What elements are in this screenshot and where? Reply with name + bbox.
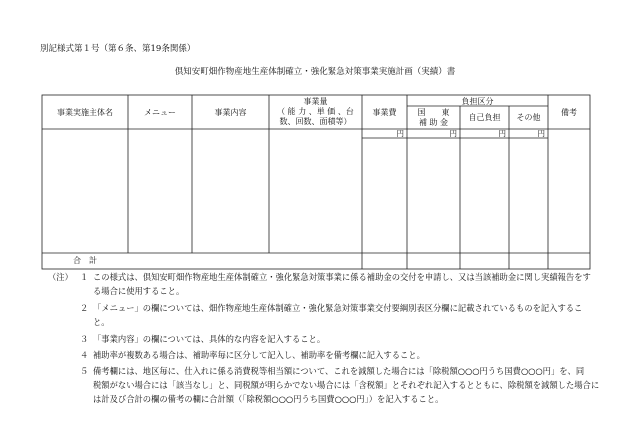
header-volume-line1: 事業量 — [303, 97, 328, 106]
header-volume-line2: （ 能 力 、単 価 、台 — [277, 107, 354, 116]
total-label: 合 計 — [73, 256, 97, 265]
note-1-line1: この様式は、倶知安町畑作物産地生産体制確立・強化緊急対策事業に係る補助金の交付を申請し、又は当該補助金に関し実績報告をす — [93, 272, 591, 282]
note-5-line3: は計及び合計の欄の備考の欄に合計額（「除税額○○○円うち国費○○○円」）を記入すること。 — [93, 394, 444, 404]
header-other: その他 — [516, 113, 541, 122]
unit-yen-cost: 円 — [396, 129, 404, 138]
unit-yen-subsidy: 円 — [449, 129, 457, 138]
document-title: 倶知安町畑作物産地生産体制確立・強化緊急対策事業実施計画（実績）書 — [174, 67, 456, 77]
note-5-line1: 備考欄には、地区毎に、仕入れに係る消費税等相当額について、これを減額した場合には「除税額○○○円うち国費○○○円」を、同 — [93, 366, 585, 376]
notes-prefix: （注） — [48, 272, 73, 282]
header-burden: 負担区分 — [461, 97, 494, 106]
form-label: 別記様式第１号（第６条、第19条関係） — [40, 44, 196, 54]
note-3-line1: 「事業内容」の欄については、具体的な内容を記入すること。 — [93, 334, 326, 344]
header-remarks: 備考 — [561, 108, 577, 117]
note-2-num: ２ — [80, 303, 89, 313]
header-cost: 事業費 — [372, 108, 397, 117]
header-volume-line3: 数、回数、面積等） — [279, 117, 352, 126]
note-1-num: １ — [80, 272, 89, 282]
note-2-line1: 「メニュー」の欄については、畑作物産地生産体制確立・強化緊急対策事業交付要綱別表区分欄に記載されているものを記入するこ — [93, 303, 583, 313]
header-self-burden: 自己負担 — [468, 113, 501, 122]
header-subsidy-line2: 補 助 金 — [418, 118, 449, 127]
unit-yen-other: 円 — [537, 129, 545, 138]
note-5-num: ５ — [80, 366, 89, 376]
header-menu: メニュー — [144, 108, 176, 117]
header-content: 事業内容 — [214, 108, 247, 117]
header-subsidy-line1: 国 東 — [417, 108, 450, 117]
note-2-line2: と。 — [93, 317, 110, 327]
note-5-line2: 税額がない場合には「該当なし」と、同税額が明らかでない場合には「含税額」とそれぞれ記入するとともに、除税額を減額した場合に — [93, 380, 600, 390]
note-1-line2: る場合に使用すること。 — [93, 286, 185, 296]
note-4-line1: 補助率が複数ある場合は、補助率毎に区分して記入し、補助率を備考欄に記入すること。 — [93, 350, 425, 360]
note-4-num: ４ — [80, 350, 89, 360]
unit-yen-self: 円 — [498, 129, 506, 138]
header-operator: 事業実施主体名 — [57, 108, 113, 117]
note-3-num: ３ — [80, 334, 89, 344]
